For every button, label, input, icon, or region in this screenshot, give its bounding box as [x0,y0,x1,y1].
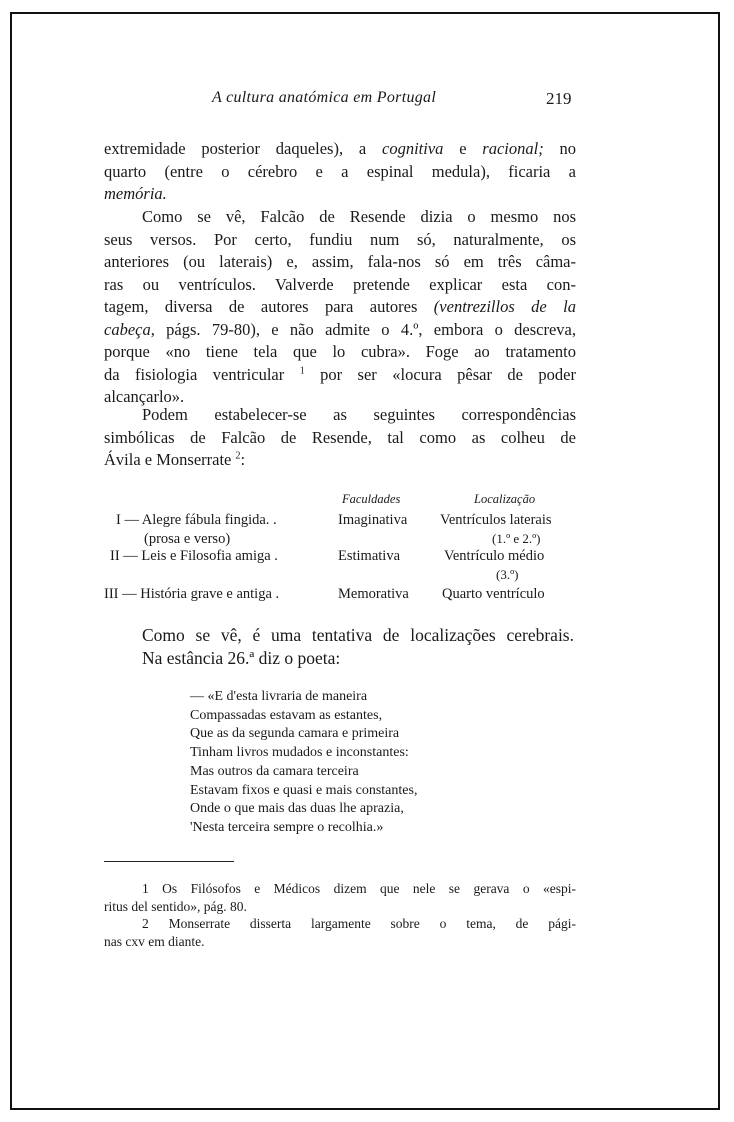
table-row-1-local: Ventrículos laterais [440,512,552,528]
text-line: extremidade posterior daqueles), a cognitiva e racional; no [104,139,576,158]
poem-line: Estavam fixos e quasi e mais constantes, [190,782,418,798]
table-row-3-faculdade: Memorativa [338,586,409,602]
text-line: Podem estabelecer-se as seguintes correspondências [142,405,576,424]
poem-line: Tinham livros mudados e inconstantes: [190,745,409,761]
footnote-separator [104,861,234,862]
table-row-3-local: Quarto ventrículo [442,586,545,602]
table-row-1-local-sub: (1.º e 2.º) [492,531,541,546]
poem-line: Compassadas estavam as estantes, [190,707,383,723]
footnotes [104,880,576,950]
footnote-2-line: 2 Monserrate disserta largamente sobre o tema, de pági- [142,916,576,931]
text-line: quarto (entre o cérebro e a espinal medula), ficaria a [104,161,576,181]
running-title: A cultura anatómica em Portugal [212,89,437,106]
text-line: Na estância 26.ª diz o poeta: [142,648,341,668]
poem-line: — «E d'esta livraria de maneira [190,689,368,704]
text-line: Ávila e Monserrate $^2$: [104,450,246,469]
text-line: memória. [104,184,167,203]
text-line: alcançarlo». [104,387,185,406]
text-line: anteriores (ou laterais) e, assim, fala-nos só em três câma- [104,252,576,271]
page-header [0,89,734,113]
table-row-2-local-sub: (3.º) [496,567,519,582]
text-line: tagem, diversa de autores para autores (ventrezillos de la [104,297,576,316]
text-line: simbólicas de Falcão de Resende, tal como as colheu de [104,427,576,447]
paragraph-1 [104,138,576,206]
paragraph-2 [104,206,576,409]
poem-line: Que as da segunda camara e primeira [190,726,400,742]
poem-line: Onde o que mais das duas lhe aprazia, [190,801,404,817]
column-header-faculdades: Faculdades [342,492,401,506]
paragraph-4 [142,624,574,670]
table-row-1-sub: (prosa e verso) [144,531,231,547]
footnote-2-line: nas cxv em diante. [104,933,205,949]
text-line: cabeça, págs. 79-80), e não admite o 4.º, embora o descreva, [104,319,576,339]
poem-line: 'Nesta terceira sempre o recolhia.» [190,819,384,835]
table-row-3-label: III — História grave e antiga . [104,586,280,602]
table-row-1-label: I — Alegre fábula fingida. . [116,512,277,528]
text-line: Como se vê, é uma tentativa de localizações cerebrais. [142,625,574,645]
table-row-2-faculdade: Estimativa [338,548,401,564]
footnote-ref-1: 1 [299,365,305,376]
paragraph-3 [104,404,576,472]
table-row-2-local: Ventrículo médio [444,548,545,564]
footnote-1-line: ritus del sentido», pág. 80. [104,898,247,914]
text-line: Como se vê, Falcão de Resende dizia o mesmo nos [142,207,576,226]
text-line: ras ou ventrículos. Valverde pretende explicar esta con- [104,274,576,294]
poem-line: Mas outros da camara terceira [190,763,359,779]
column-header-localizacao: Localização [474,492,536,506]
text-line: da fisiologia ventricular $^1$ por ser «locura pêsar de poder [104,364,576,384]
page-number: 219 [546,89,572,108]
footnote-ref-2: 2 [235,450,241,462]
text-line: porque «no tiene tela que lo cubra». Foge ao tratamento [104,342,576,361]
text-line: seus versos. Por certo, fundiu num só, naturalmente, os [104,229,576,249]
footnote-1-line: 1 Os Filósofos e Médicos dizem que nele se gerava o «espi- [142,881,576,896]
table-row-1-faculdade: Imaginativa [338,512,408,528]
poem-stanza [190,688,417,838]
table-row-2-label: II — Leis e Filosofia amiga . [110,548,278,564]
